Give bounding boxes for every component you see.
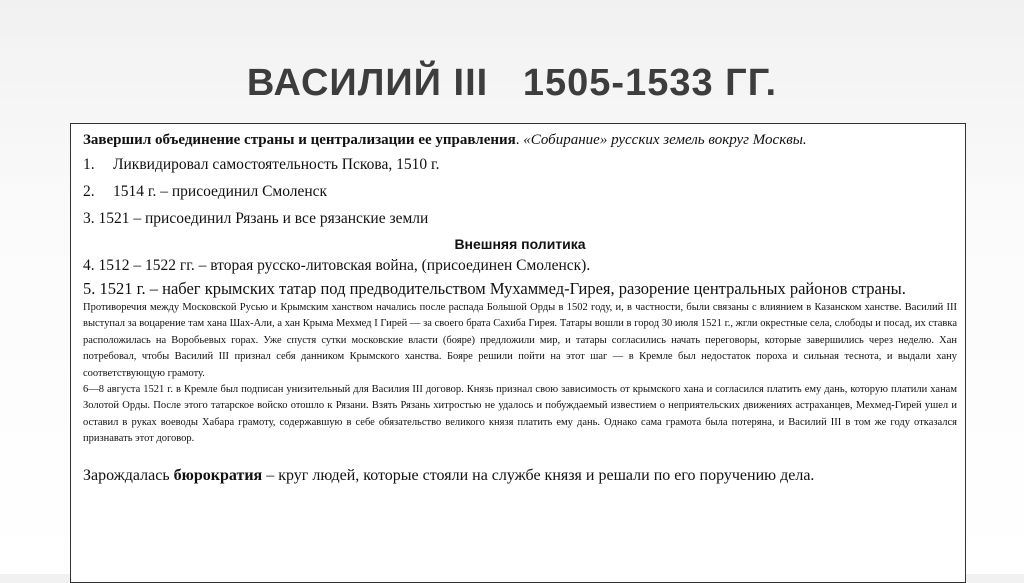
list-item <box>83 151 957 178</box>
detail-paragraph-2: 6—8 августа 1521 г. в Кремле был подписан унизительный для Василия III договор. Князь признал свою зависимость от крымского хана и согласился платить ему дань, которую платили ханам Золотой Орды. После этого татарское войско отошло к Рязани. Взять Рязань хитростью не удалось и побуждаемый известием о неприятельских движениях астраханцев, Мехмед-Гирей ушел и оставил в руках воеводы Хабара грамоту, содержавшую в себе обязательство великого князя платить ему дань. Однако сама грамота была потеряна, и Василий III в том же году отказался признавать этот договор. <box>83 384 957 445</box>
list-number: 1. <box>83 156 95 173</box>
content-box <box>70 123 966 583</box>
bureaucracy-term: бюрократия <box>173 466 263 484</box>
foreign-policy-heading: Внешняя политика <box>454 236 586 252</box>
list-item <box>83 178 957 205</box>
slide-title: ВАСИЛИЙ III 1505-1533 ГГ. <box>246 62 778 104</box>
list-item-5: 5. 1521 г. – набег крымских татар под предводительством Мухаммед-Гирея, разорение центральных районов страны. <box>83 279 906 298</box>
detail-paragraph-1: Противоречия между Московской Русью и Крымским ханством начались после распада Большой Орды в 1502 году, и, в частности, были связаны с влиянием в Казанском ханстве. Василий III выступал за воцарение там хана Шах-Али, а хан Крыма Мехмед I Гирей — за своего брата Сахиба Гирея. Татары вошли в город 30 июля 1521 г., жгли окрестные села, слободы и посад, их ставка расположилась на Воробьевых горах. Уже спустя сутки московские власти (бояре) предложили мир, и татары согласились начать переговоры, которые завершились через неделю. Хан потребовал, чтобы Василий III признал себя данником Крымского ханства. Бояре решили пойти на этот шаг — в Кремле был недостаток пороха и сильная теснота, и выдали хану соответствующую грамоту. <box>83 302 957 379</box>
list-item-3: 3. 1521 – присоединил Рязань и все рязанские земли <box>83 210 429 227</box>
intro-paragraph <box>83 129 957 151</box>
list-number: 2. <box>83 183 95 200</box>
bureaucracy-suffix: – круг людей, которые стояли на службе князя и решали по его поручению дела. <box>262 466 815 484</box>
list-text: Ликвидировал самостоятельность Пскова, 1510 г. <box>113 156 440 173</box>
bureaucracy-paragraph <box>83 462 957 489</box>
bureaucracy-prefix: Зарождалась <box>83 466 174 484</box>
intro-bold: Завершил объединение страны и централизации ее управления <box>83 132 516 148</box>
list-item-4: 4. 1512 – 1522 гг. – вторая русско-литовская война, (присоединен Смоленск). <box>83 257 591 274</box>
intro-period: . <box>515 132 524 148</box>
intro-italic: «Собирание» русских земель вокруг Москвы. <box>523 132 807 148</box>
list-text: 1514 г. – присоединил Смоленск <box>113 183 328 200</box>
